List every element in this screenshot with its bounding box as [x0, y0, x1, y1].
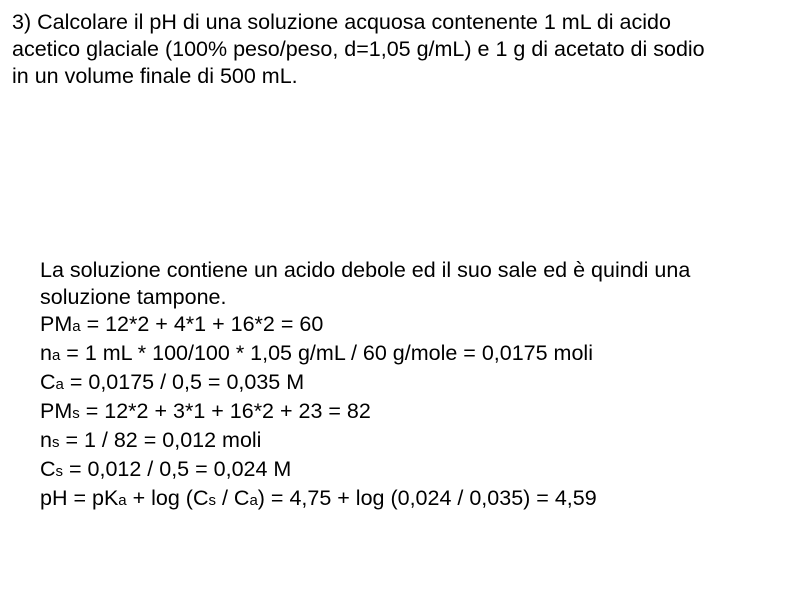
problem-line-3: in un volume finale di 500 mL. [12, 64, 298, 88]
salt-concentration [40, 456, 790, 485]
symbol: PM [40, 399, 73, 423]
subscript: s [72, 405, 80, 422]
subscript: a [55, 376, 64, 393]
problem-statement [12, 9, 792, 90]
problem-line-2: acetico glaciale (100% peso/peso, d=1,05 g/mL) e 1 g di acetato di sodio [12, 37, 705, 61]
expression: = 0,012 / 0,5 = 0,024 M [63, 457, 292, 481]
expression: = 1 mL * 100/100 * 1,05 g/mL / 60 g/mole = 0,0175 moli [60, 341, 593, 365]
expression: = 12*2 + 3*1 + 16*2 + 23 = 82 [79, 399, 371, 423]
subscript: a [72, 318, 81, 335]
symbol: C [40, 457, 56, 481]
symbol: n [40, 428, 52, 452]
acid-molar-mass [40, 311, 790, 340]
ph-sub-3: a [249, 492, 258, 509]
salt-molar-mass [40, 398, 790, 427]
expression: = 1 / 82 = 0,012 moli [59, 428, 262, 452]
ph-part-1: pH = pK [40, 486, 119, 510]
expression: = 12*2 + 4*1 + 16*2 = 60 [80, 312, 324, 336]
ph-sub-2: s [208, 492, 216, 509]
subscript: s [51, 434, 60, 451]
symbol: C [40, 370, 56, 394]
ph-equation [40, 485, 790, 514]
symbol: PM [40, 312, 73, 336]
ph-part-2: + log (C [126, 486, 209, 510]
symbol: n [40, 341, 52, 365]
intro-line-2: soluzione tampone. [40, 285, 227, 309]
ph-result [40, 485, 790, 514]
intro-line-1: La soluzione contiene un acido debole ed il suo sale ed è quindi una [40, 258, 691, 282]
ph-part-4: ) = 4,75 + log (0,024 / 0,035) = 4,59 [257, 486, 597, 510]
acid-moles [40, 340, 790, 369]
acid-concentration [40, 369, 790, 398]
problem-line-1: 3) Calcolare il pH di una soluzione acquosa contenente 1 mL di acido [12, 10, 671, 34]
expression: = 0,0175 / 0,5 = 0,035 M [63, 370, 305, 394]
ph-sub-1: a [118, 492, 127, 509]
subscript: s [55, 463, 64, 480]
acid-calculations [40, 311, 790, 398]
salt-calculations [40, 398, 790, 485]
salt-moles [40, 427, 790, 456]
ph-part-3: / C [216, 486, 250, 510]
solution [40, 257, 790, 514]
subscript: a [51, 347, 61, 364]
solution-intro [40, 257, 790, 311]
